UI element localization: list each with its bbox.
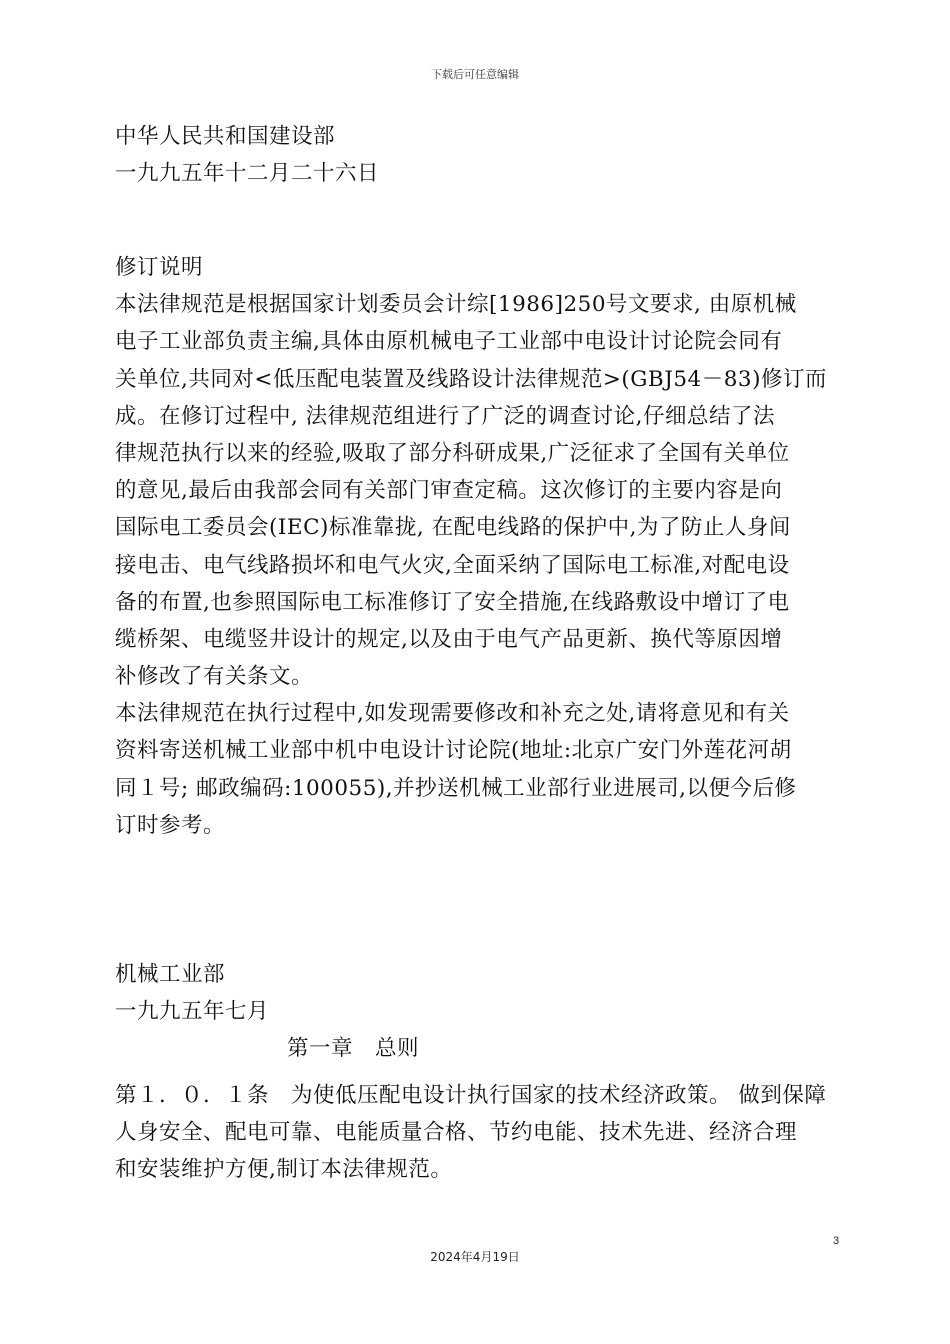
- paragraph-line: 的意见,最后由我部会同有关部门审查定稿。这次修订的主要内容是向: [115, 478, 783, 504]
- article-line: 和安装维护方便,制订本法律规范。: [115, 1157, 453, 1183]
- paragraph-line: 接电击、电气线路损坏和电气火灾,全面采纳了国际电工标准,对配电设: [115, 552, 790, 578]
- issuer-name: 中华人民共和国建设部: [115, 124, 336, 149]
- footer-date: 2024年4月19日: [430, 1250, 520, 1264]
- header-note: 下载后可任意编辑: [431, 68, 519, 81]
- paragraph-line: 同１号; 邮政编码:100055),并抄送机械工业部行业进展司,以便今后修: [115, 775, 797, 801]
- page-number: 3: [833, 1235, 840, 1247]
- issuer-block: [115, 118, 845, 192]
- article-line: 第１．０．１条 为使低压配电设计执行国家的技术经济政策。 做到保障: [115, 1083, 827, 1108]
- paragraph-line: 订时参考。: [115, 812, 226, 838]
- chapter-title: 第一章 总则: [287, 1036, 420, 1062]
- paragraph-line: 备的布置,也参照国际电工标准修订了安全措施,在线路敷设中增订了电: [115, 589, 790, 615]
- article-line: 人身安全、配电可靠、电能质量合格、节约电能、技术先进、经济合理: [115, 1120, 798, 1146]
- signature-block: [115, 956, 845, 1068]
- paragraph-line: 国际电工委员会(IEC)标准靠拢, 在配电线路的保护中,为了防止人身间: [115, 515, 791, 541]
- revision-notes: [115, 249, 845, 844]
- revision-heading: 修订说明: [115, 255, 204, 280]
- paragraph-line: 律规范执行以来的经验,吸取了部分科研成果,广泛征求了全国有关单位: [115, 440, 790, 466]
- paragraph-line: 关单位,共同对<低压配电装置及线路设计法律规范>(GBJ54－83)修订而: [115, 366, 827, 392]
- article-block: [115, 1077, 845, 1189]
- paragraph-line: 资料寄送机械工业部中机中电设计讨论院(地址:北京广安门外莲花河胡: [115, 738, 792, 764]
- paragraph-line: 缆桥架、电缆竖井设计的规定,以及由于电气产品更新、换代等原因增: [115, 626, 783, 652]
- issue-date: 一九九五年十二月二十六日: [115, 161, 380, 187]
- signatory-name: 机械工业部: [115, 962, 226, 987]
- paragraph-line: 本法律规范在执行过程中,如发现需要修改和补充之处,请将意见和有关: [115, 701, 790, 727]
- paragraph-line: 成。在修订过程中, 法律规范组进行了广泛的调查讨论,仔细总结了法: [115, 403, 776, 429]
- paragraph-line: 补修改了有关条文。: [115, 664, 314, 690]
- paragraph-line: 电子工业部负责主编,具体由原机械电子工业部中电设计讨论院会同有: [115, 329, 783, 355]
- signature-date: 一九九五年七月: [115, 999, 270, 1025]
- paragraph-line: 本法律规范是根据国家计划委员会计综[1986]250号文要求, 由原机械: [115, 292, 797, 318]
